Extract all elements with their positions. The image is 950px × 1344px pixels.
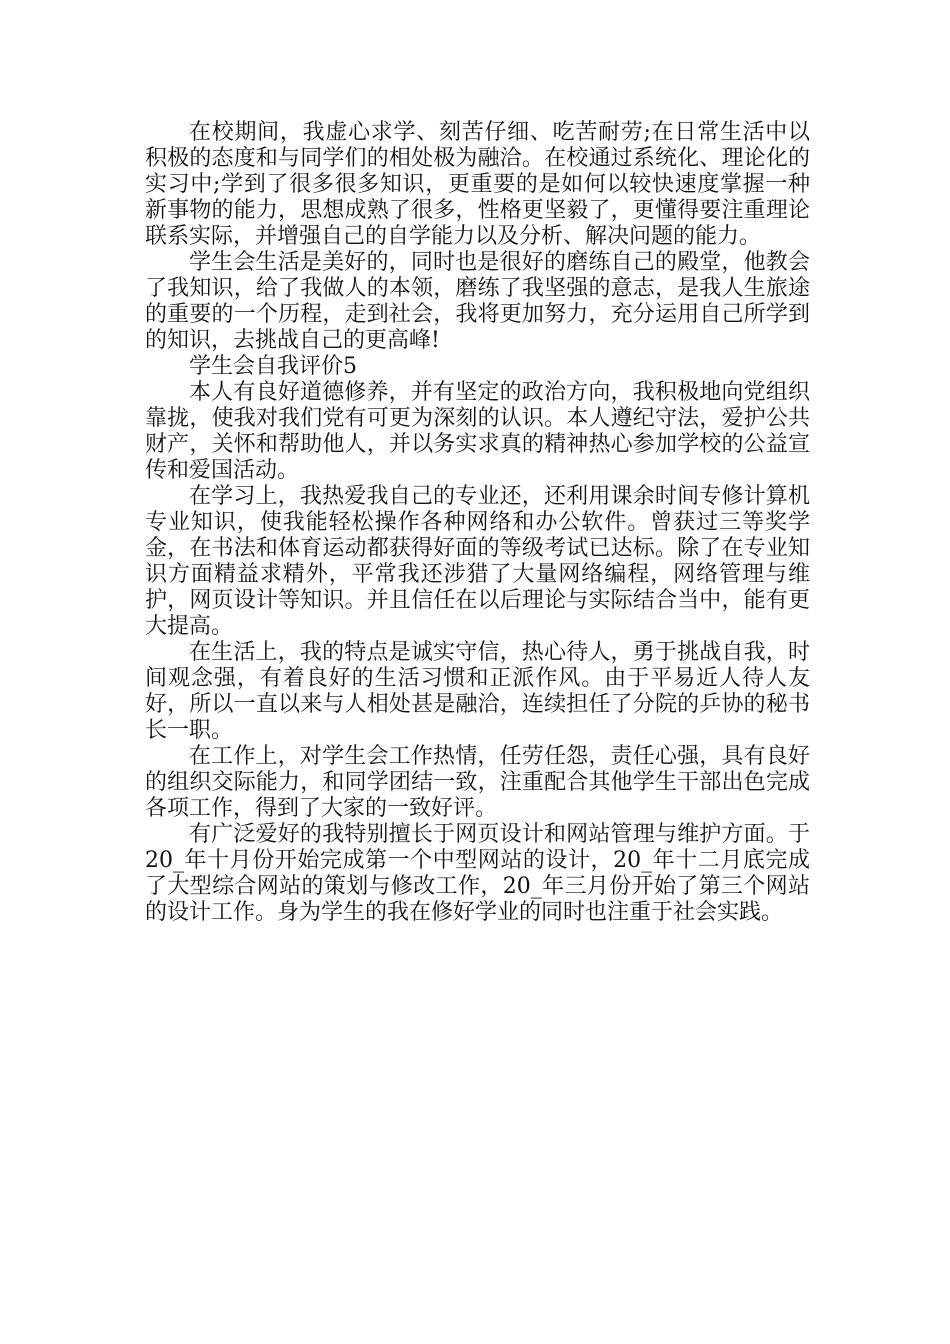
paragraph-morality: 本人有良好道德修养，并有坚定的政治方向，我积极地向党组织靠拢，使我对我们党有可更为深刻的认识。本人遵纪守法，爱护公共财产，关怀和帮助他人，并以务实求真的精神热心参加学校的公益宣传和爱国活动。 xyxy=(145,380,810,483)
paragraph-student-union-life: 学生会生活是美好的，同时也是很好的磨练自己的殿堂，他教会了我知识，给了我做人的本领，磨练了我坚强的意志，是我人生旅途的重要的一个历程，走到社会，我将更加努力，充分运用自己所学到的知识，去挑战自己的更高峰! xyxy=(145,250,810,353)
paragraph-life: 在生活上，我的特点是诚实守信，热心待人，勇于挑战自我，时间观念强，有着良好的生活习惯和正派作风。由于平易近人待人友好，所以一直以来与人相处甚是融洽，连续担任了分院的乒协的秘书长一职。 xyxy=(145,640,810,743)
paragraph-hobbies: 有广泛爱好的我特别擅长于网页设计和网站管理与维护方面。于20_年十月份开始完成第一个中型网站的设计，20_年十二月底完成了大型综合网站的策划与修改工作，20_年三月份开始了第三个网站的设计工作。身为学生的我在修好学业的同时也注重于社会实践。 xyxy=(145,822,810,925)
paragraph-learning: 在学习上，我热爱我自己的专业还，还利用课余时间专修计算机专业知识，使我能轻松操作各种网络和办公软件。曾获过三等奖学金，在书法和体育运动都获得好面的等级考试已达标。除了在专业知识方面精益求精外，平常我还涉猎了大量网络编程，网络管理与维护，网页设计等知识。并且信任在以后理论与实际结合当中，能有更大提高。 xyxy=(145,484,810,639)
paragraph-study: 在校期间，我虚心求学、刻苦仔细、吃苦耐劳;在日常生活中以积极的态度和与同学们的相处极为融洽。在校通过系统化、理论化的实习中;学到了很多很多知识，更重要的是如何以较快速度掌握一种新事物的能力，思想成熟了很多，性格更坚毅了，更懂得要注重理论联系实际，并增强自己的自学能力以及分析、解决问题的能力。 xyxy=(145,120,810,249)
document-body xyxy=(145,120,810,926)
paragraph-work: 在工作上，对学生会工作热情，任劳任怨，责任心强，具有良好的组织交际能力，和同学团结一致，注重配合其他学生干部出色完成各项工作，得到了大家的一致好评。 xyxy=(145,744,810,821)
section-heading: 学生会自我评价5 xyxy=(189,354,357,379)
